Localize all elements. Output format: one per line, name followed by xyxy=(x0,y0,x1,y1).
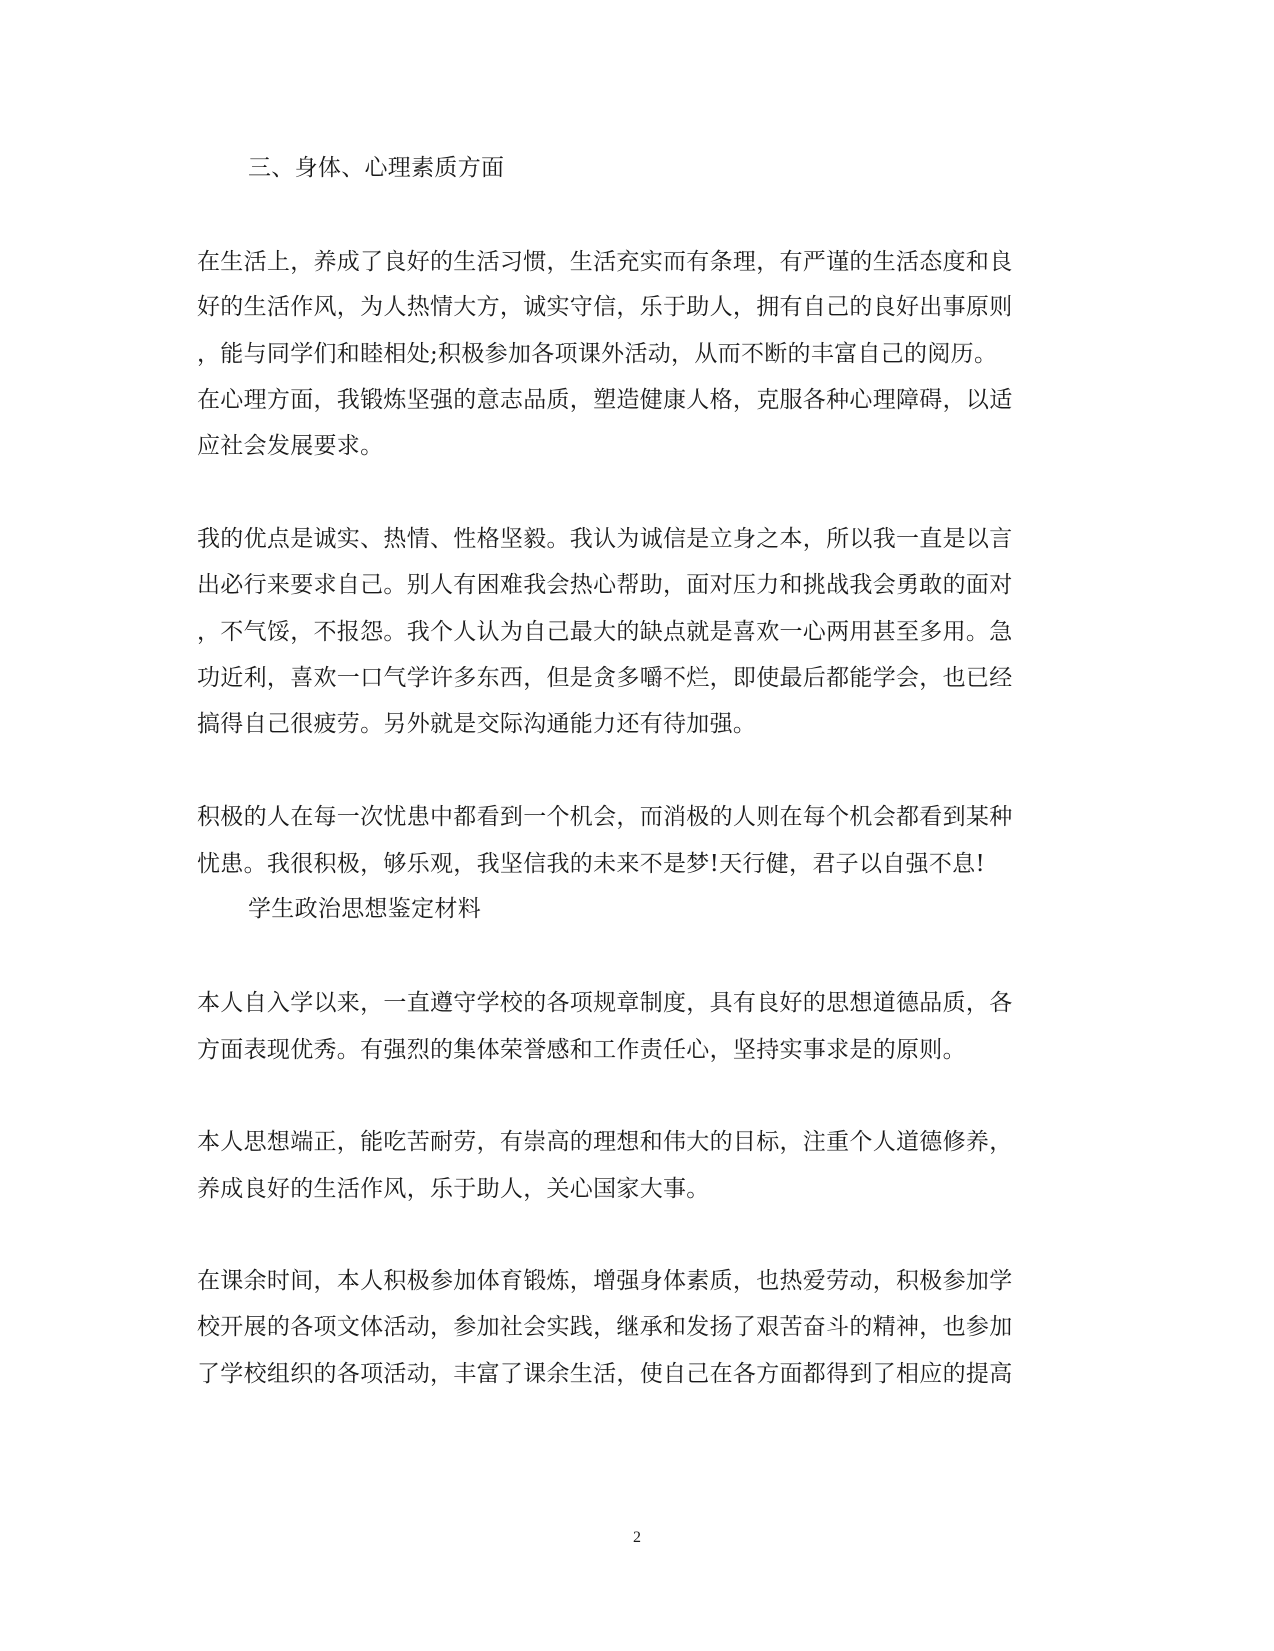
paragraph-line: 在生活上，养成了良好的生活习惯，生活充实而有条理，有严谨的生活态度和良 xyxy=(197,249,1013,275)
paragraph-line: 忧患。我很积极，够乐观，我坚信我的未来不是梦!天行健，君子以自强不息! xyxy=(197,851,985,877)
paragraph-line: ，不气馁，不报怨。我个人认为自己最大的缺点就是喜欢一心两用甚至多用。急 xyxy=(197,619,1013,645)
paragraph-line: 本人自入学以来，一直遵守学校的各项规章制度，具有良好的思想道德品质，各 xyxy=(197,990,1013,1016)
material-heading: 学生政治思想鉴定材料 xyxy=(248,896,481,922)
paragraph-line: 校开展的各项文体活动，参加社会实践，继承和发扬了艰苦奋斗的精神，也参加 xyxy=(197,1314,1013,1340)
paragraph-line: 我的优点是诚实、热情、性格坚毅。我认为诚信是立身之本，所以我一直是以言 xyxy=(197,526,1013,552)
paragraph-line: ，能与同学们和睦相处;积极参加各项课外活动，从而不断的丰富自己的阅历。 xyxy=(197,341,998,367)
paragraph-line: 本人思想端正，能吃苦耐劳，有崇高的理想和伟大的目标，注重个人道德修养， xyxy=(197,1129,1013,1155)
section-heading: 三、身体、心理素质方面 xyxy=(248,155,505,181)
paragraph-line: 了学校组织的各项活动，丰富了课余生活，使自己在各方面都得到了相应的提高 xyxy=(197,1361,1013,1387)
paragraph-line: 养成良好的生活作风，乐于助人，关心国家大事。 xyxy=(197,1176,710,1202)
page-number: 2 xyxy=(633,1529,641,1546)
paragraph-line: 在课余时间，本人积极参加体育锻炼，增强身体素质，也热爱劳动，积极参加学 xyxy=(197,1268,1013,1294)
paragraph-line: 在心理方面，我锻炼坚强的意志品质，塑造健康人格，克服各种心理障碍，以适 xyxy=(197,387,1013,413)
paragraph-line: 应社会发展要求。 xyxy=(197,433,384,459)
paragraph-line: 方面表现优秀。有强烈的集体荣誉感和工作责任心，坚持实事求是的原则。 xyxy=(197,1037,966,1063)
paragraph-line: 好的生活作风，为人热情大方，诚实守信，乐于助人，拥有自己的良好出事原则 xyxy=(197,294,1013,320)
paragraph-line: 积极的人在每一次忧患中都看到一个机会，而消极的人则在每个机会都看到某种 xyxy=(197,804,1013,830)
paragraph-line: 功近利，喜欢一口气学许多东西，但是贪多嚼不烂，即使最后都能学会，也已经 xyxy=(197,665,1013,691)
paragraph-line: 出必行来要求自己。别人有困难我会热心帮助，面对压力和挑战我会勇敢的面对 xyxy=(197,572,1013,598)
paragraph-line: 搞得自己很疲劳。另外就是交际沟通能力还有待加强。 xyxy=(197,711,757,737)
